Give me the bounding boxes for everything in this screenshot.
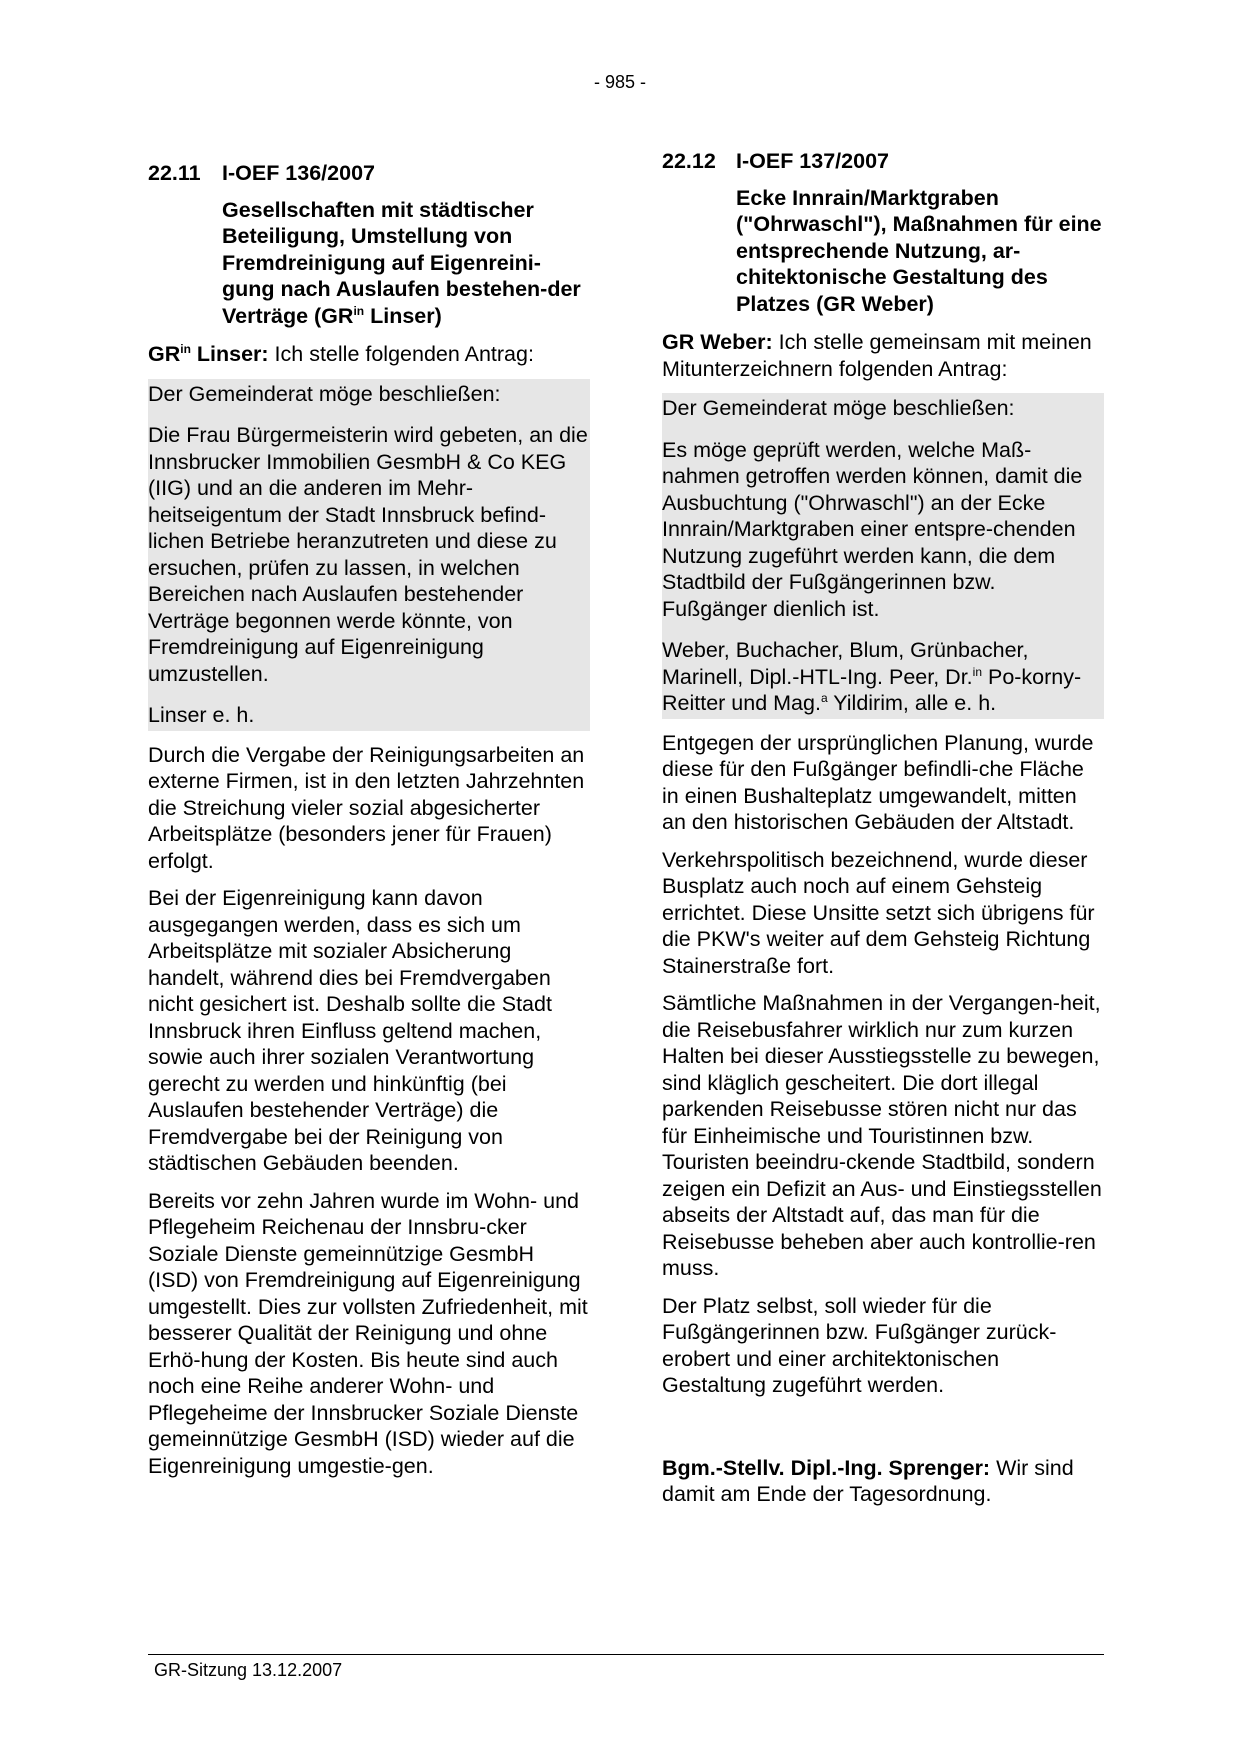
speaker-sup: in: [180, 341, 191, 356]
closing-statement: [662, 1455, 1104, 1508]
paragraph: Sämtliche Maßnahmen in der Vergangen-heit, die Reisebusfahrer wirklich nur zum kurzen Halten bei dieser Ausstiegsstelle zu bewegen, sind kläglich gescheitert. Die dort illegal parkenden Reisebusse stören nicht nur das für Einheimische und Touristinnen bzw. Touristen beeindru-ckende Stadtbild, sondern zeigen ein Defizit an Aus- und Einstiegsstellen abseits der Altstadt auf, das man für die Reisebusse beheben aber auch kontrollie-ren muss.: [662, 991, 1102, 1280]
item-heading: [148, 160, 590, 187]
signatures-sup2: a: [820, 690, 828, 705]
item-title-end: Linser): [364, 303, 442, 328]
speaker-gr: GR: [148, 342, 181, 366]
left-column: [148, 160, 590, 1490]
speaker-text: Ich stelle gemeinsam mit meinen Mitunterzeichnern folgenden Antrag:: [662, 330, 1092, 381]
paragraph: Bei der Eigenreinigung kann davon ausgegangen werden, dass es sich um Arbeitsplätze mit sozialer Absicherung handelt, während dies bei Fremdvergaben nicht gesichert ist. Deshalb sollte die Stadt Innsbruck ihren Einfluss geltend machen, sowie auch ihrer sozialen Verantwortung gerecht zu werden und hinkünftig (bei Auslaufen bestehender Verträge) die Fremdvergabe bei der Reinigung von städtischen Gebäuden beenden.: [148, 886, 552, 1175]
motion-text: Die Frau Bürgermeisterin wird gebeten, an die Innsbrucker Immobilien GesmbH & Co KEG (IIG) und an die anderen im Mehr-heitseigentum der Stadt Innsbruck befind-lichen Betriebe heranzutreten und diese zu ersuchen, prüfen zu lassen, in welchen Bereichen nach Auslaufen bestehender Verträge begonnen werde könnte, von Fremdreinigung auf Eigenreinigung umzustellen.: [148, 420, 590, 689]
signatures-b: Po-korny-Reitter und Mag.: [662, 664, 1082, 715]
motion-text: Es möge geprüft werden, welche Maß-nahmen getroffen werden können, damit die Ausbuchtung ("Ohrwaschl") an der Ecke Innrain/Marktgraben einer entspre-chenden Nutzung zugeführt werden kann, die dem Stadtbild der Fußgängerinnen bzw. Fußgänger dienlich ist.: [662, 435, 1104, 625]
motion-intro: Der Gemeinderat möge beschließen:: [148, 379, 590, 410]
right-column: [662, 148, 1104, 1519]
paragraph: Verkehrspolitisch bezeichnend, wurde dieser Busplatz auch noch auf einem Gehsteig errichtet. Diese Unsitte setzt sich übrigens für die PKW's weiter auf dem Gehsteig Richtung Stainerstraße fort.: [662, 847, 1095, 978]
item-title: Ecke Innrain/Marktgraben ("Ohrwaschl"), Maßnahmen für eine entsprechende Nutzung, ar-chitektonische Gestaltung des Platzes (GR Weber): [736, 185, 1102, 316]
paragraph: Durch die Vergabe der Reinigungsarbeiten an externe Firmen, ist in den letzten Jahrzehnten die Streichung vieler sozial abgesicherter Arbeitsplätze (besonders jener für Frauen) erfolgt.: [148, 742, 585, 873]
item-number: 22.11: [148, 161, 201, 185]
footer-divider: [148, 1654, 1104, 1655]
item-title-text: Gesellschaften mit städtischer Beteiligung, Umstellung von Fremdreinigung auf Eigenreini-gung nach Auslaufen bestehen-der Verträge (GR: [222, 197, 581, 328]
signatures-sup1: in: [972, 664, 982, 679]
paragraph: Entgegen der ursprünglichen Planung, wurde diese für den Fußgänger befindli-che Fläche in einen Bushalteplatz umgewandelt, mitten an den historischen Gebäuden der Altstadt.: [662, 730, 1094, 834]
motion-intro: Der Gemeinderat möge beschließen:: [662, 393, 1104, 424]
signatures-a: Weber, Buchacher, Blum, Grünbacher, Marinell, Dipl.-HTL-Ing. Peer, Dr.: [662, 638, 1029, 689]
item-heading: [662, 148, 1104, 175]
paragraph: Der Platz selbst, soll wieder für die Fußgängerinnen bzw. Fußgänger zurück-erobert und einer architektonischen Gestaltung zugeführt werden.: [662, 1293, 1057, 1397]
item-title: [222, 197, 590, 330]
speaker-line: [148, 341, 590, 368]
speaker-name: GR Weber:: [662, 330, 773, 354]
signatures-c: Yildirim, alle e. h.: [827, 691, 997, 715]
page-number: - 985 -: [593, 72, 647, 92]
item-title-sup: in: [353, 303, 365, 318]
footer-text: GR-Sitzung 13.12.2007: [154, 1660, 343, 1680]
speaker-text: Ich stelle folgenden Antrag:: [268, 342, 534, 366]
item-code: I-OEF 137/2007: [736, 149, 889, 173]
closing-speaker: Bgm.-Stellv. Dipl.-Ing. Sprenger:: [662, 1455, 991, 1480]
speaker-line: [662, 329, 1104, 382]
speaker-name: Linser:: [190, 342, 269, 366]
motion-signatures: [662, 635, 1104, 719]
closing-text: Wir sind damit am Ende der Tagesordnung.: [662, 1455, 1074, 1506]
paragraph: Bereits vor zehn Jahren wurde im Wohn- und Pflegeheim Reichenau der Innsbru-cker Soziale Dienste gemeinnützige GesmbH (ISD) von Fremdreinigung auf Eigenreinigung umgestellt. Dies zur vollsten Zufriedenheit, mit besserer Qualität der Reinigung und ohne Erhö-hung der Kosten. Bis heute sind auch noch eine Reihe anderer Wohn- und Pflegeheime der Innsbrucker Soziale Dienste gemeinnützige GesmbH (ISD) wieder auf die Eigenreinigung umgestie-gen.: [148, 1188, 588, 1478]
item-number: 22.12: [662, 149, 716, 173]
item-code: I-OEF 136/2007: [222, 161, 375, 185]
motion-signature: Linser e. h.: [148, 700, 590, 731]
